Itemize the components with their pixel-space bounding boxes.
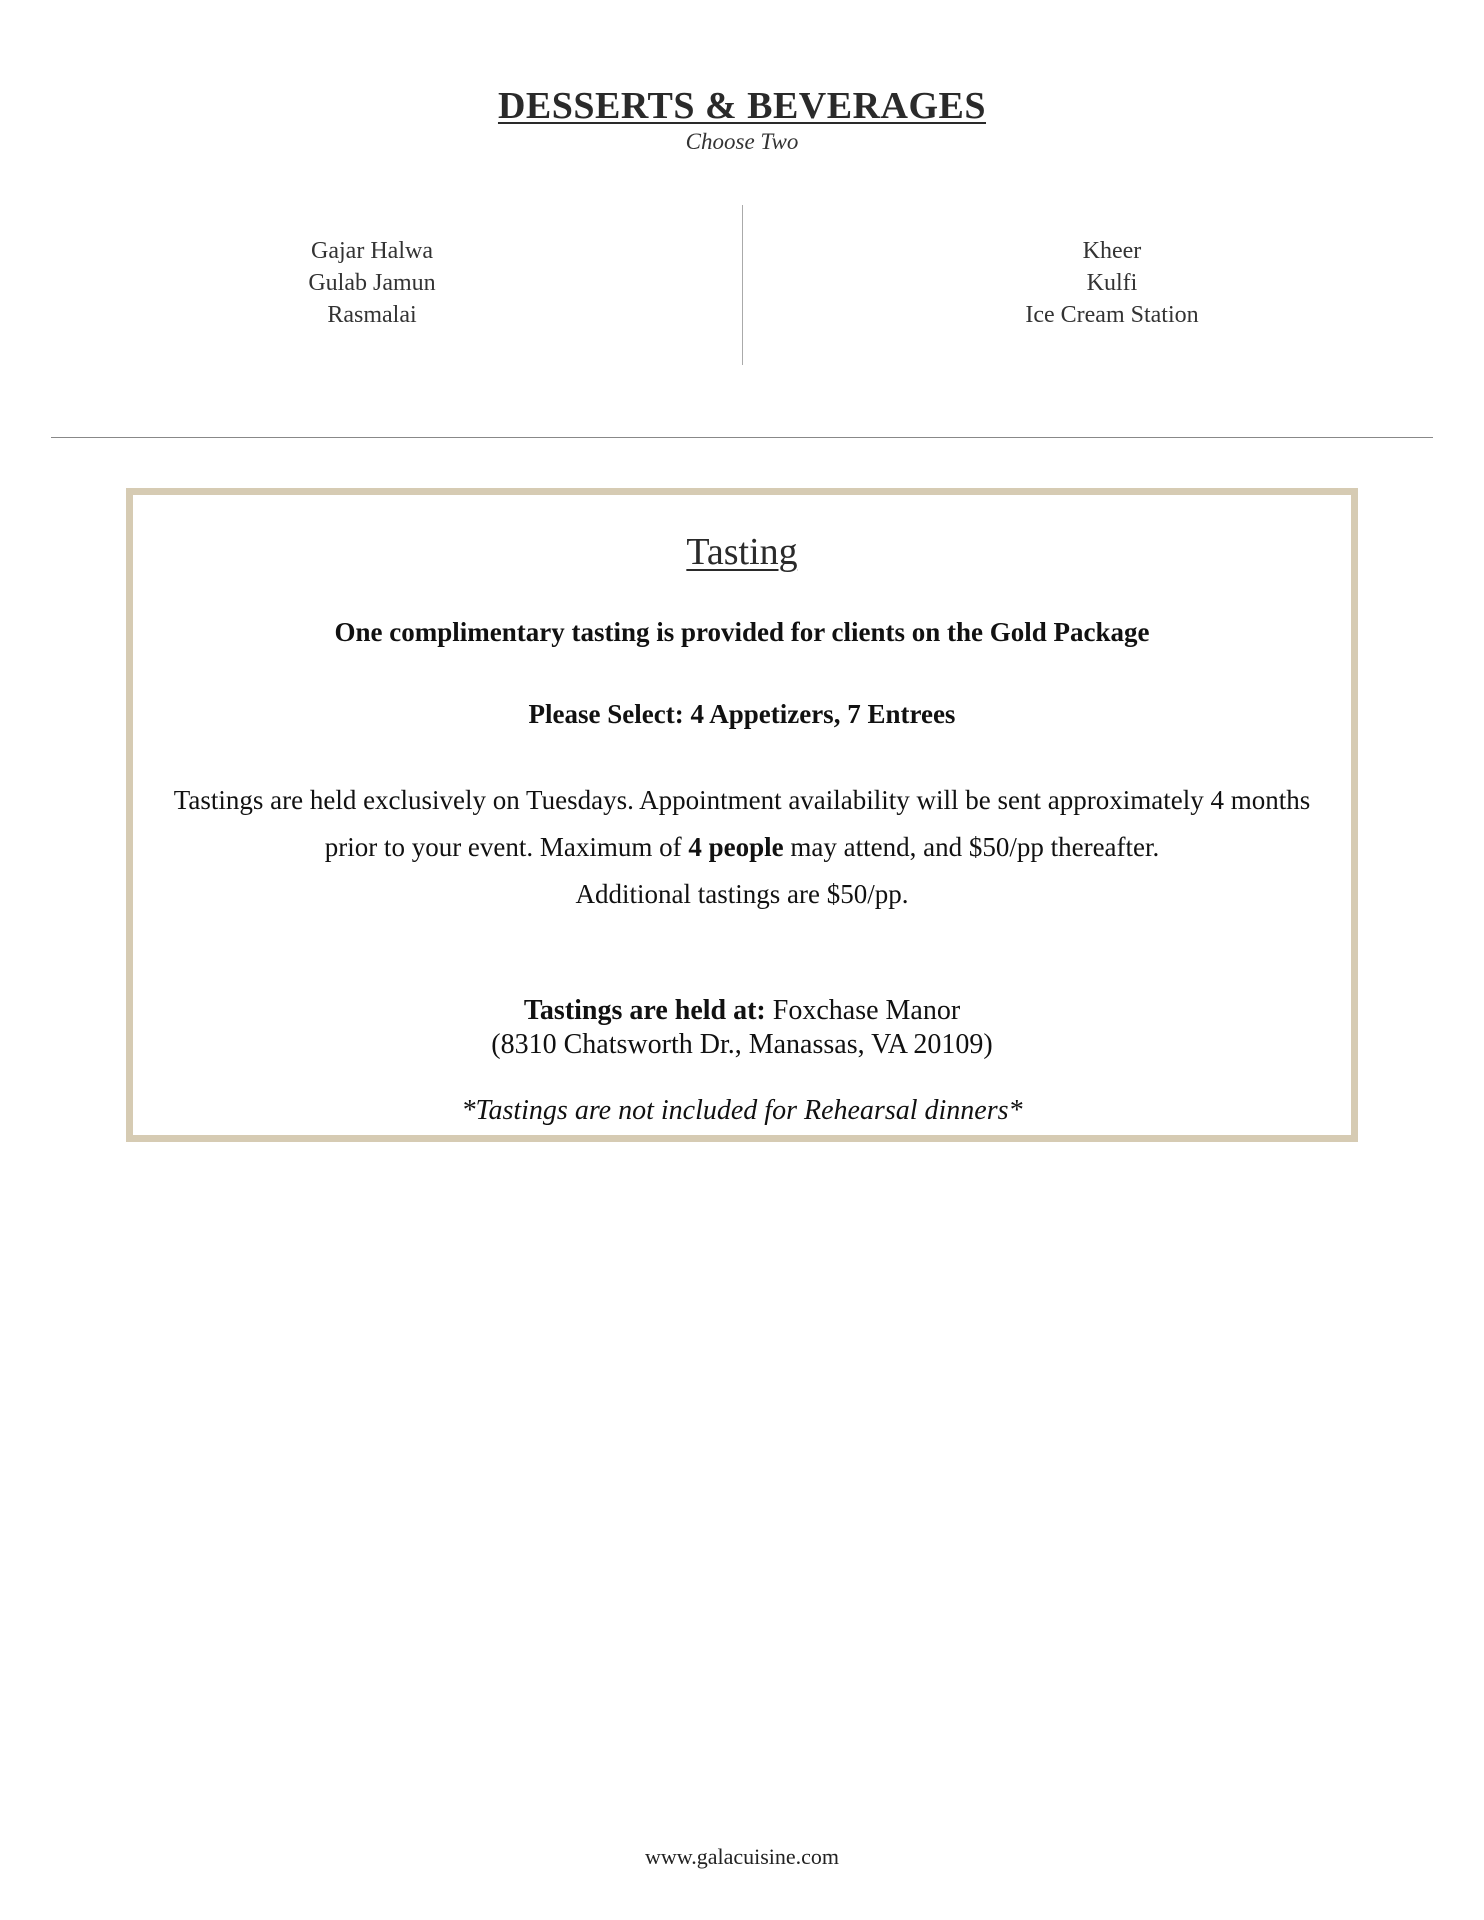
tasting-location (133, 994, 1351, 1028)
tasting-max-people: 4 people (688, 832, 784, 862)
tasting-details-text-cont: may attend, and $50/pp thereafter. (783, 832, 1160, 862)
desserts-header (0, 84, 1484, 156)
tasting-selection-note: Please Select: 4 Appetizers, 7 Entrees (528, 699, 956, 729)
tasting-location-name: Foxchase Manor (765, 995, 961, 1026)
footer-website: www.galacuisine.com (644, 1844, 840, 1869)
desserts-menu (0, 205, 1484, 365)
tasting-additional-price: Additional tastings are $50/pp. (575, 879, 909, 909)
desserts-subtitle: Choose Two (685, 129, 799, 154)
tasting-title: Tasting (686, 531, 798, 573)
menu-item: Kheer (1082, 238, 1142, 264)
menu-item: Gulab Jamun (308, 270, 436, 296)
column-divider (742, 205, 743, 365)
tasting-complimentary-note: One complimentary tasting is provided for clients on the Gold Package (334, 617, 1150, 647)
tasting-rehearsal-note: *Tastings are not included for Rehearsal dinners* (461, 1095, 1023, 1126)
menu-item: Kulfi (1086, 270, 1138, 296)
menu-item: Rasmalai (327, 302, 417, 328)
tasting-details (167, 777, 1317, 918)
desserts-right-column (812, 235, 1412, 331)
section-divider (51, 437, 1433, 438)
menu-item: Gajar Halwa (311, 238, 433, 264)
tasting-location-label: Tastings are held at: (523, 995, 766, 1026)
desserts-title: DESSERTS & BEVERAGES (497, 85, 987, 127)
tasting-details-text: Tastings are held exclusively on Tuesdays. Appointment availability will be sent approximately 4 months prior to your event. Maximum of (173, 785, 1311, 862)
desserts-left-column (72, 235, 672, 331)
menu-item: Ice Cream Station (1025, 302, 1199, 328)
tasting-box (126, 488, 1358, 1142)
tasting-address: (8310 Chatsworth Dr., Manassas, VA 20109) (491, 1029, 993, 1060)
